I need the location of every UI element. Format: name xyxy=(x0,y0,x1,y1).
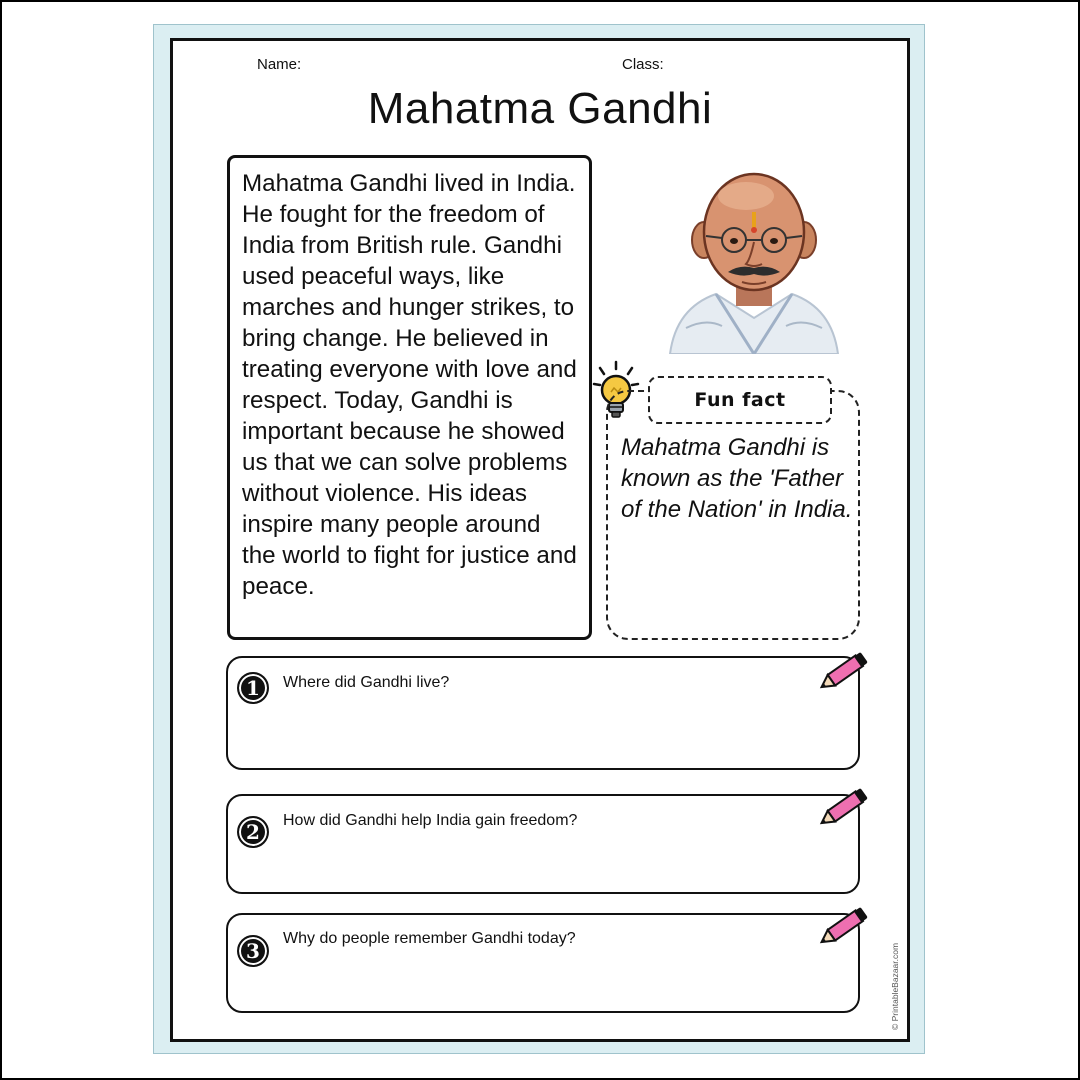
question-3-answer-box[interactable] xyxy=(226,913,860,1013)
question-1-number: 1 xyxy=(237,672,269,704)
page-title: Mahatma Gandhi xyxy=(367,84,713,133)
question-1-text: Where did Gandhi live? xyxy=(283,674,450,691)
story-text: Mahatma Gandhi lived in India. He fought for the freedom of India from British rule. Gandhi used peaceful ways, like marches and hunger strikes, to bring change. He believed in treating everyone with love and respect. Today, Gandhi is important because he showed us that we can solve problems without violence. His ideas inspire many people around the world to fight for justice and peace. xyxy=(242,170,577,600)
fun-fact-text: Mahatma Gandhi is known as the 'Father of the Nation' in India. xyxy=(621,434,853,523)
question-2-text: How did Gandhi help India gain freedom? xyxy=(283,812,578,829)
question-2-number: 2 xyxy=(237,816,269,848)
question-3-text: Why do people remember Gandhi today? xyxy=(283,930,576,947)
copyright-notice: © PrintableBazaar.com xyxy=(890,942,900,1030)
pencil-icon xyxy=(817,903,871,951)
class-label: Class: xyxy=(622,56,664,73)
pencil-icon xyxy=(817,784,871,832)
question-2-answer-box[interactable] xyxy=(226,794,860,894)
name-label: Name: xyxy=(257,56,302,73)
question-3-number: 3 xyxy=(237,935,269,967)
story-box xyxy=(227,155,592,640)
portrait-illustration xyxy=(666,168,842,354)
fun-fact-label: Fun fact xyxy=(648,376,832,424)
pencil-icon xyxy=(817,648,871,696)
